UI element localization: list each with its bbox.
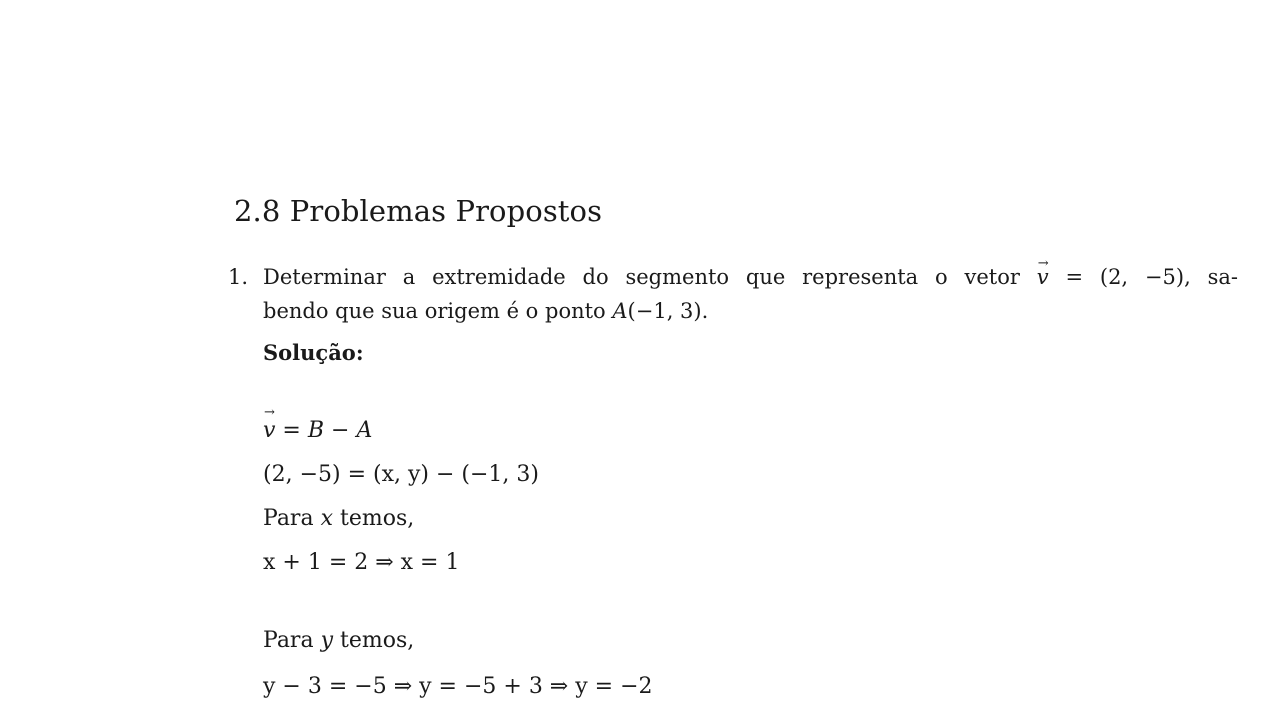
problem-line-1-end: = (2, −5), sa- — [1048, 265, 1238, 289]
step-5-post: temos, — [333, 628, 415, 653]
solution-step-3 — [263, 506, 414, 531]
step-5-pre: Para — [263, 628, 321, 653]
step-5-var: y — [320, 628, 333, 653]
problem-1 — [228, 260, 1238, 328]
solution-step-4: x + 1 = 2 ⇒ x = 1 — [263, 550, 460, 575]
point-a-symbol: A — [612, 299, 628, 323]
solution-step-1 — [263, 418, 372, 443]
step-3-pre: Para — [263, 506, 321, 531]
step-3-post: temos, — [332, 506, 415, 531]
vector-v-symbol-solution: → v — [263, 418, 275, 443]
problem-line-2 — [263, 294, 1238, 328]
problem-line-1 — [263, 260, 1238, 294]
problem-line-2-end: (−1, 3). — [627, 299, 709, 323]
solution-step-2: (2, −5) = (x, y) − (−1, 3) — [263, 462, 539, 487]
step-1-rest: = B − A — [275, 418, 373, 443]
section-title: 2.8 Problemas Propostos — [234, 194, 603, 228]
vector-v-symbol: → v — [1037, 260, 1049, 294]
problem-line-1-start: Determinar a extremidade do segmento que representa o vetor — [263, 265, 1037, 289]
problem-number: 1. — [228, 265, 249, 289]
step-3-var: x — [320, 506, 333, 531]
problem-line-2-start: bendo que sua origem é o ponto — [263, 299, 613, 323]
problem-statement — [263, 260, 1238, 328]
solution-step-6: y − 3 = −5 ⇒ y = −5 + 3 ⇒ y = −2 — [263, 674, 653, 699]
solution-label: Solução: — [263, 340, 364, 365]
solution-step-5 — [263, 628, 414, 653]
